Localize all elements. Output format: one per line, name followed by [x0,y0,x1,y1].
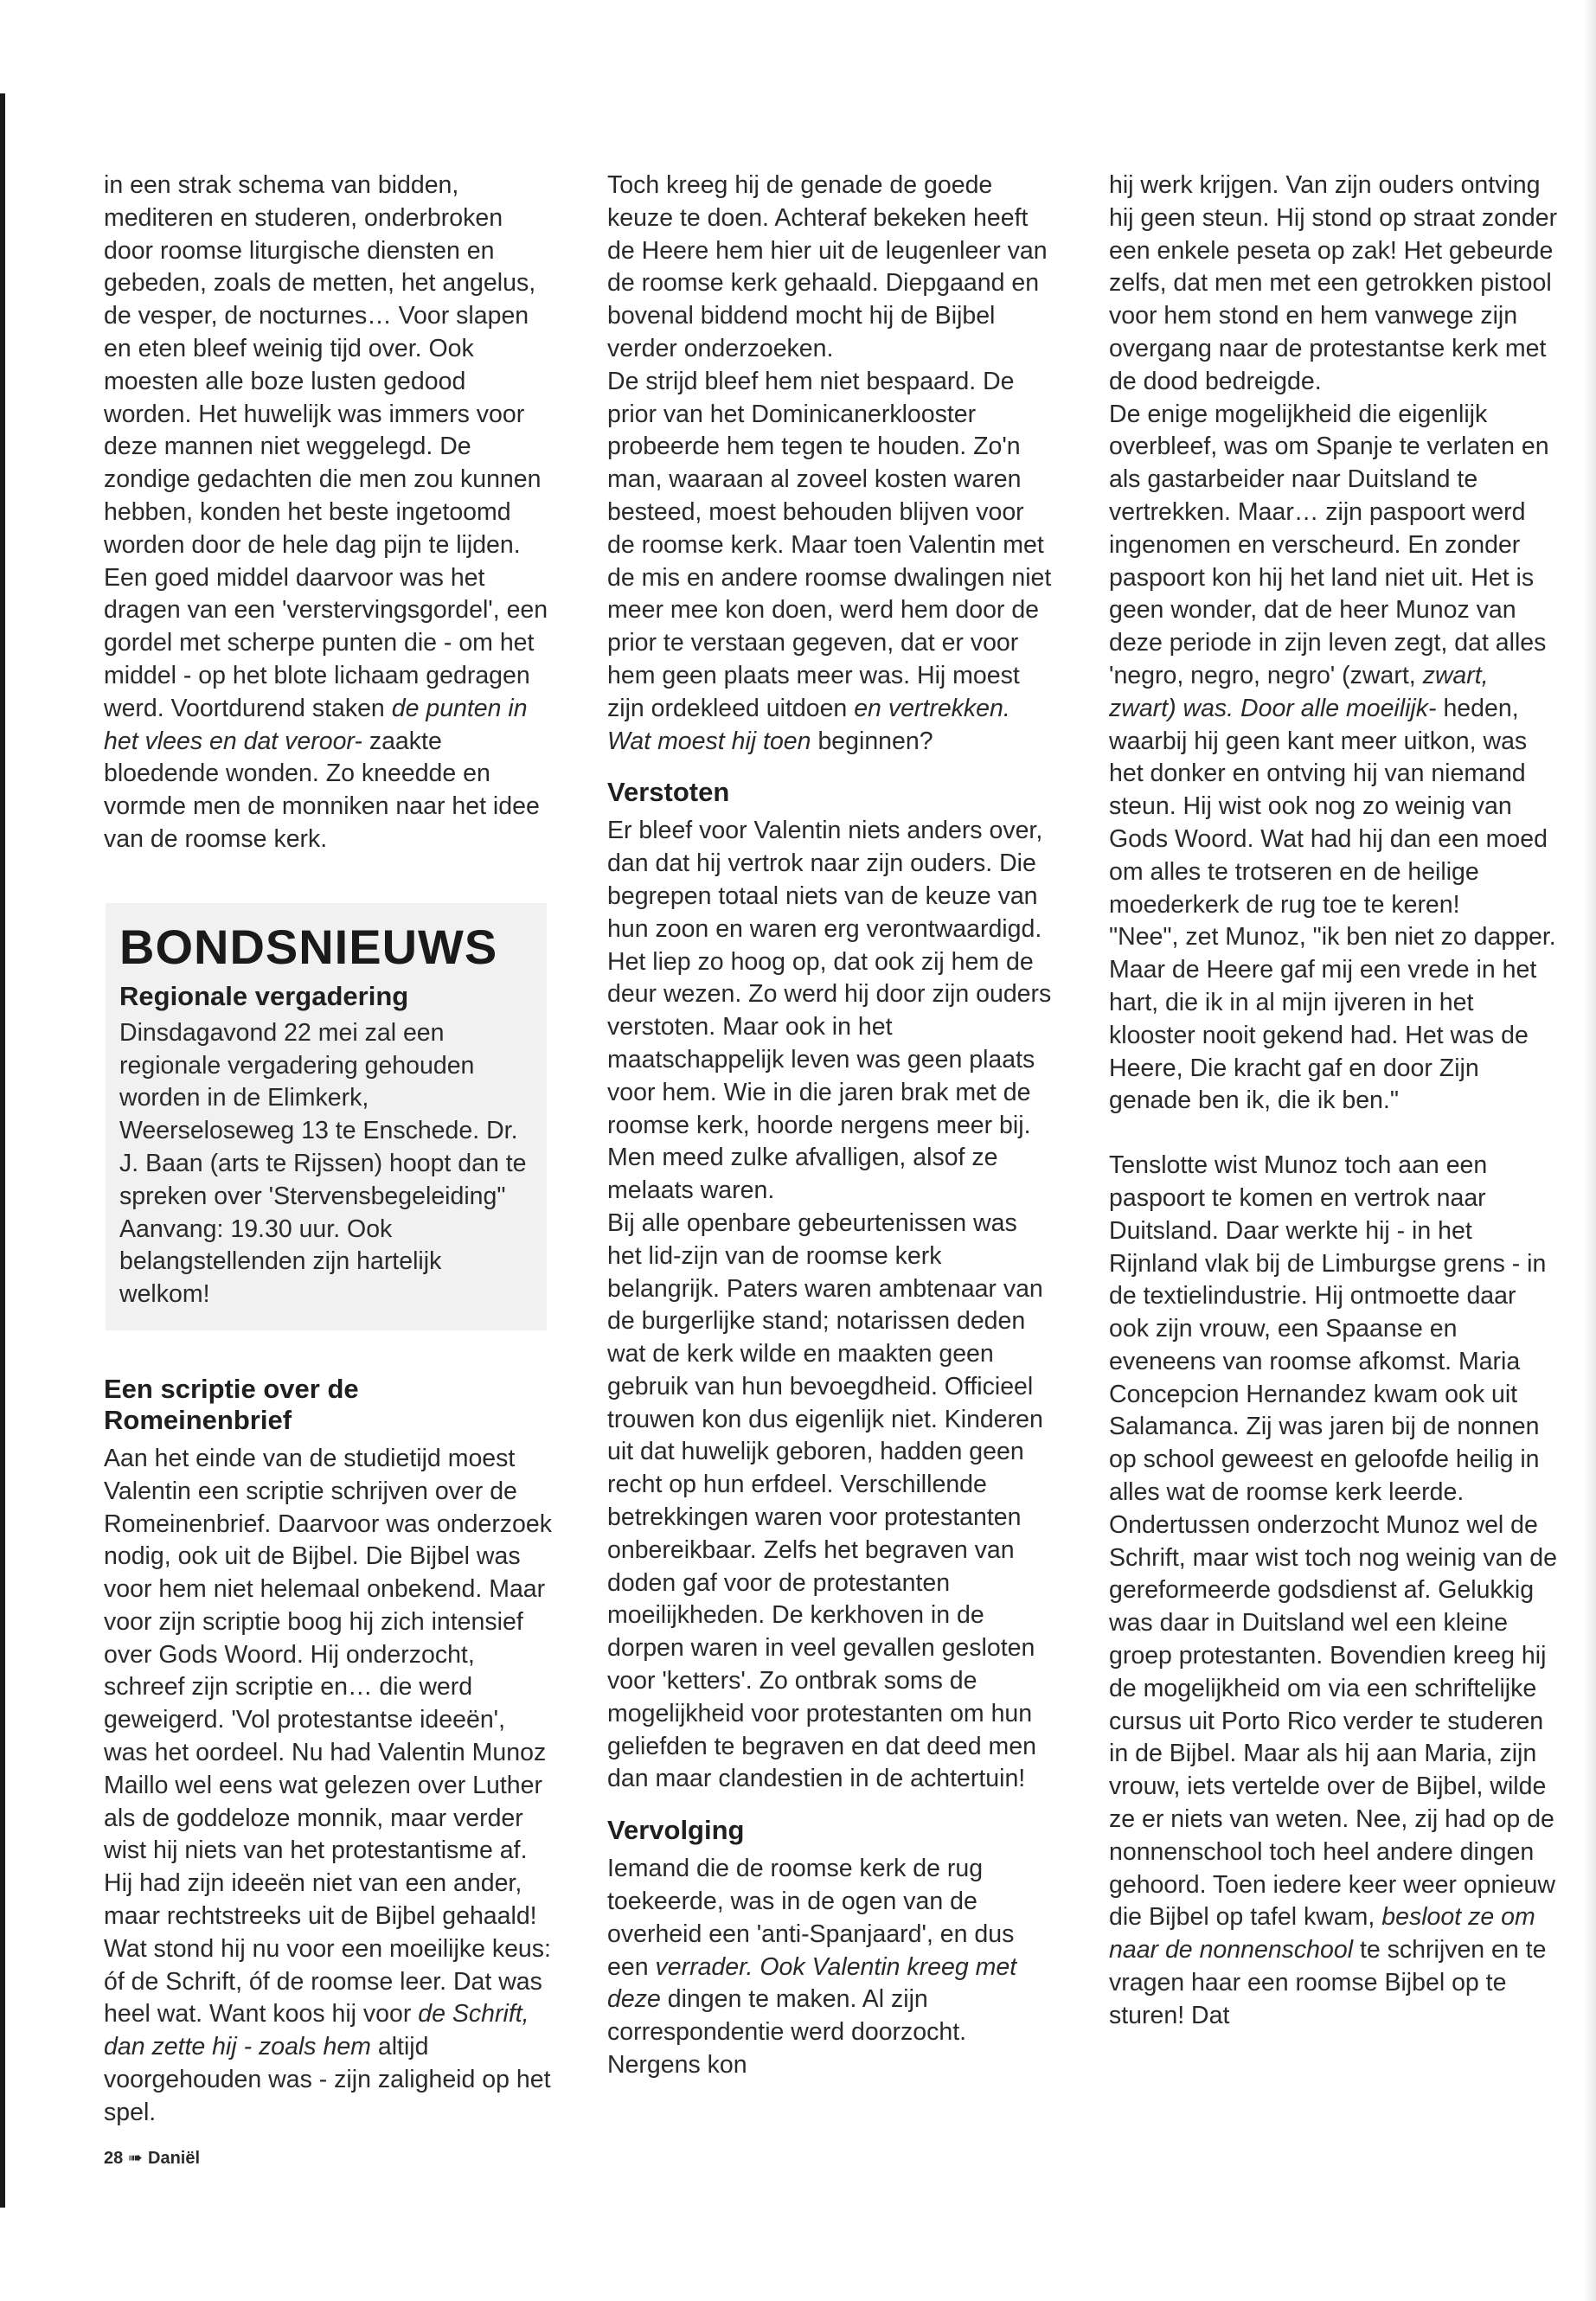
bondsnieuws-title: BONDSNIEUWS [119,919,498,974]
section-heading: Vervolging [607,1815,745,1846]
column-1 [104,170,554,2130]
paragraph: Wat stond hij nu voor een moeilijke keus: óf de Schrift, óf de roomse leer. Dat was heel wat. Want koos hij voor de Schrift, dan zette hij - zoals hem altijd voorgehouden was - zijn zaligheid op het spel. [104,1934,551,2126]
page-footer [104,2147,200,2169]
magazine-name: Daniël [148,2149,201,2168]
paragraph: in een strak schema van bidden, mediteren en studeren, onderbroken door roomse liturgische diensten en gebeden, zoals de metten, het angelus, de vesper, de nocturnes… Voor slapen en eten bleef weinig tijd over. Ook moesten alle boze lusten gedood worden. Het huwelijk was immers voor deze mannen niet weggelegd. De zondige gedachten die men zou kunnen hebben, konden het beste ingetoomd worden door de hele dag pijn te lijden. Een goed middel daarvoor was het dragen van een 'verstervingsgordel', een gordel met scherpe punten die - om het middel - op het blote lichaam gedragen werd. Voortdurend staken de punten in het vlees en dat veroor- zaakte bloedende wonden. Zo kneedde en vormde men de monniken naar het idee van de roomse kerk. [104,171,548,853]
column-3 [1109,170,1559,2033]
bondsnieuws-text: Dinsdagavond 22 mei zal een regionale vergadering gehouden worden in de Elimkerk, Weerseloseweg 13 te Enschede. Dr. J. Baan (arts te Rijssen) hoopt dan te spreken over 'Stervensbegeleiding" Aanvang: 19.30 uur. Ook belangstellenden zijn hartelijk welkom! [119,1018,527,1309]
paragraph: De enige mogelijkheid die eigenlijk overbleef, was om Spanje te verlaten en als gastarbeider naar Duitsland te vertrekken. Maar… zijn paspoort werd ingenomen en verscheurd. En zonder paspoort kon hij het land niet uit. Het is geen wonder, dat de heer Munoz van deze periode in zijn leven zegt, dat alles 'negro, negro, negro' (zwart, zwart, zwart) was. Door alle moeilijk- heden, waarbij hij geen kant meer uitkon, was het donker en ontving hij van niemand steun. Hij wist ook nog zo weinig van Gods Woord. Wat had hij dan een moed om alles te trotseren en de heilige moederkerk de rug toe te keren! [1109,400,1549,919]
paragraph: Tenslotte wist Munoz toch aan een paspoort te komen en vertrok naar Duitsland. Daar werkte hij - in het Rijnland vlak bij de Limburgse grens - in de textielindustrie. Hij ontmoette daar ook zijn vrouw, een Spaanse en eveneens van roomse afkomst. Maria Concepcion Hernandez kwam ook uit Salamanca. Zij was jaren bij de nonnen op school geweest en geloofde heilig in alles wat de roomse kerk leerde. [1109,1151,1547,1507]
page-edge-rule [0,93,5,2208]
page-shadow [1584,0,1596,2301]
page-number: 28 [104,2149,124,2168]
paragraph: Aan het einde van de studietijd moest Valentin een scriptie schrijven over de Romeinenbrief. Daarvoor was onderzoek nodig, ook uit de Bijbel. Die Bijbel was voor hem niet helemaal onbekend. Maar voor zijn scriptie boog hij zich intensief over Gods Woord. Hij onderzocht, schreef zijn scriptie en… die werd geweigerd. 'Vol protestantse ideeën', was het oordeel. Nu had Valentin Munoz Maillo wel eens wat gelezen over Luther als de goddeloze monnik, maar verder wist hij niets van het protestantisme af. Hij had zijn ideeën niet van een ander, maar rechtstreeks uit de Bijbel gehaald! [104,1444,553,1931]
arrow-icon: ➠ [128,2149,144,2168]
bondsnieuws-box [106,903,547,1330]
column-2 [607,170,1057,2082]
paragraph: Toch kreeg hij de genade de goede keuze te doen. Achteraf bekeken heeft de Heere hem hier uit de leugenleer van de roomse kerk gehaald. Diepgaand en bovenal biddend mocht hij de Bijbel verder onderzoeken. [607,171,1048,362]
section-heading: Een scriptie over de Romeinenbrief [104,1373,359,1435]
paragraph: De strijd bleef hem niet bespaard. De prior van het Dominicanerklooster probeerde hem tegen te houden. Zo'n man, waaraan al zoveel kosten waren besteed, moest behouden blijven voor de roomse kerk. Maar toen Valentin met de mis en andere roomse dwalingen niet meer mee kon doen, werd hem door de prior te verstaan gegeven, dat er voor hem geen plaats meer was. Hij moest zijn ordekleed uitdoen en vertrekken. Wat moest hij toen beginnen? [607,367,1052,755]
bondsnieuws-subtitle: Regionale vergadering [119,980,409,1011]
paragraph: Iemand die de roomse kerk de rug toekeerde, was in de ogen van de overheid een 'anti-Spanjaard', en dus een verrader. Ook Valentin kreeg met deze dingen te maken. Al zijn correspondentie werd doorzocht. Nergens kon [607,1855,1017,2080]
paragraph: Er bleef voor Valentin niets anders over, dan dat hij vertrok naar zijn ouders. Die begrepen totaal niets van de keuze van hun zoon en waren erg verontwaardigd. Het liep zo hoog op, dat ook zij hem de deur wezen. Zo werd hij door zijn ouders verstoten. Maar ook in het maatschappelijk leven was geen plaats voor hem. Wie in die jaren brak met de roomse kerk, hoorde nergens meer bij. Men meed zulke afvalligen, alsof ze melaats waren. [607,817,1052,1205]
section-heading: Verstoten [607,777,730,808]
paragraph: "Nee", zet Munoz, "ik ben niet zo dapper. Maar de Heere gaf mij een vrede in het hart, die ik in al mijn ijveren in het klooster nooit gekend had. Het was de Heere, Die kracht gaf en door Zijn genade ben ik, die ik ben." [1109,923,1556,1115]
paragraph: hij werk krijgen. Van zijn ouders ontving hij geen steun. Hij stond op straat zonder een enkele peseta op zak! Het gebeurde zelfs, dat men met een getrokken pistool voor hem stond en hem vanwege zijn overgang naar de protestantse kerk met de dood bedreigde. [1109,171,1558,395]
paragraph: Ondertussen onderzocht Munoz wel de Schrift, maar wist toch nog weinig van de gereformeerde godsdienst af. Gelukkig was daar in Duitsland wel een kleine groep protestanten. Bovendien kreeg hij de mogelijkheid om via een schriftelijke cursus uit Porto Rico verder te studeren in de Bijbel. Maar als hij aan Maria, zijn vrouw, iets vertelde over de Bijbel, wilde ze er niets van weten. Nee, zij had op de nonnenschool toch heel andere dingen gehoord. Toen iedere keer weer opnieuw die Bijbel op tafel kwam, besloot ze om naar de nonnenschool te schrijven en te vragen haar een roomse Bijbel op te sturen! Dat [1109,1510,1557,2029]
paragraph: Bij alle openbare gebeurtenissen was het lid-zijn van de roomse kerk belangrijk. Paters waren ambtenaar van de burgerlijke stand; notarissen deden wat de kerk wilde en maakten geen gebruik van hun bevoegdheid. Officieel trouwen kon dus eigenlijk niet. Kinderen uit dat huwelijk geboren, hadden geen recht op hun erfdeel. Verschillende betrekkingen waren voor protestanten onbereikbaar. Zelfs het begraven van doden gaf voor de protestanten moeilijkheden. De kerkhoven in de dorpen waren in veel gevallen gesloten voor 'ketters'. Zo ontbrak soms de mogelijkheid voor protestanten om hun geliefden te begraven en dat deed men dan maar clandestien in de achtertuin! [607,1208,1043,1793]
